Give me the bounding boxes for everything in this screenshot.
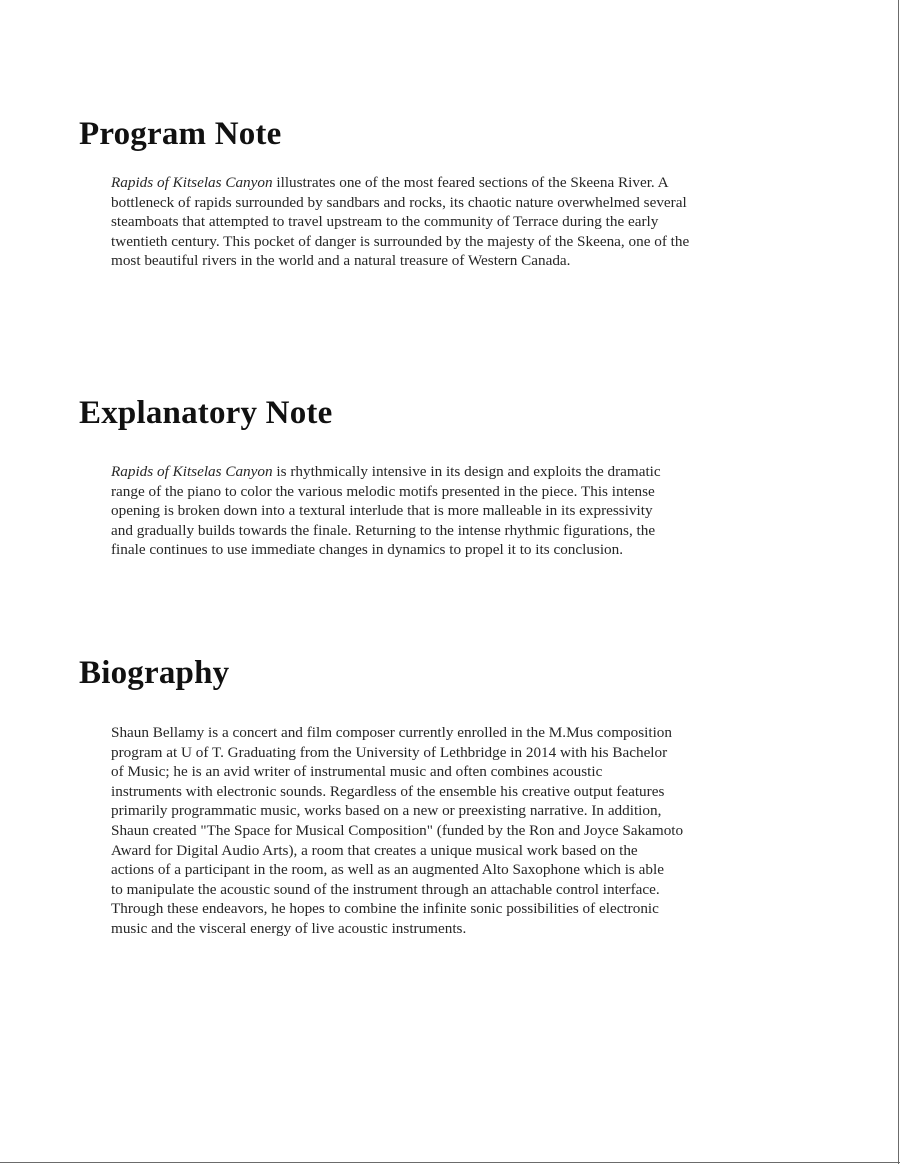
biography-line-10: Through these endeavors, he hopes to combine the infinite sonic possibilities of electronic <box>111 900 659 918</box>
biography-line-9: to manipulate the acoustic sound of the instrument through an attachable control interface. <box>111 880 660 898</box>
explanatory-note-heading: Explanatory Note <box>79 395 333 431</box>
program-note-title-italic: Rapids of Kitselas Canyon <box>111 174 273 191</box>
program-note-line-5: most beautiful rivers in the world and a natural treasure of Western Canada. <box>111 252 571 270</box>
page-edge-right <box>898 0 899 1164</box>
program-note-line-1-text: illustrates one of the most feared sections of the Skeena River. A <box>272 174 669 191</box>
biography-line-11: music and the visceral energy of live acoustic instruments. <box>111 919 467 937</box>
page-edge-bottom <box>0 1162 900 1163</box>
explanatory-note-title-italic: Rapids of Kitselas Canyon <box>111 463 273 480</box>
biography-heading: Biography <box>79 655 230 691</box>
explanatory-note-body <box>111 462 813 560</box>
program-note-line-3: steamboats that attempted to travel upstream to the community of Terrace during the early <box>111 213 659 231</box>
program-note-body <box>111 173 813 271</box>
biography-line-3: of Music; he is an avid writer of instrumental music and often combines acoustic <box>111 763 603 781</box>
program-note-line-2: bottleneck of rapids surrounded by sandbars and rocks, its chaotic nature overwhelmed several <box>111 193 687 211</box>
explanatory-note-line-1-text: is rhythmically intensive in its design and exploits the dramatic <box>272 463 661 480</box>
explanatory-note-line-4: and gradually builds towards the finale. Returning to the intense rhythmic figurations, the <box>111 521 656 539</box>
program-note-line-1 <box>111 173 813 193</box>
biography-body <box>111 723 813 939</box>
explanatory-note-line-3: opening is broken down into a textural interlude that is more malleable in its expressivity <box>111 502 653 520</box>
biography-line-5: primarily programmatic music, works based on a new or preexisting narrative. In addition, <box>111 802 662 820</box>
explanatory-note-line-5: finale continues to use immediate changes in dynamics to propel it to its conclusion. <box>111 541 624 559</box>
biography-line-7: Award for Digital Audio Arts), a room that creates a unique musical work based on the <box>111 841 638 859</box>
biography-line-8: actions of a participant in the room, as well as an augmented Alto Saxophone which is able <box>111 861 664 879</box>
explanatory-note-line-2: range of the piano to color the various melodic motifs presented in the piece. This intense <box>111 482 655 500</box>
biography-line-1: Shaun Bellamy is a concert and film composer currently enrolled in the M.Mus composition <box>111 724 672 741</box>
biography-line-4: instruments with electronic sounds. Regardless of the ensemble his creative output features <box>111 782 665 800</box>
biography-line-2: program at U of T. Graduating from the University of Lethbridge in 2014 with his Bachelor <box>111 743 668 761</box>
program-note-heading: Program Note <box>79 116 282 152</box>
explanatory-note-line-1 <box>111 462 813 482</box>
biography-line-6: Shaun created "The Space for Musical Composition" (funded by the Ron and Joyce Sakamoto <box>111 821 684 839</box>
program-note-line-4: twentieth century. This pocket of danger is surrounded by the majesty of the Skeena, one of the <box>111 232 690 250</box>
